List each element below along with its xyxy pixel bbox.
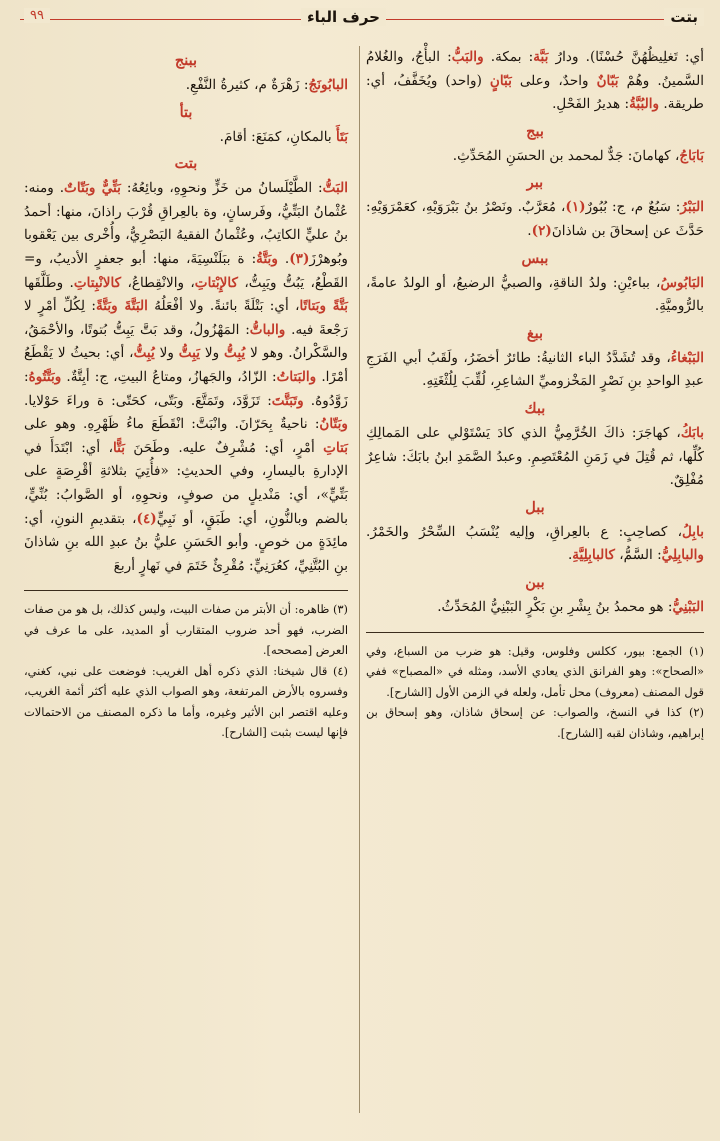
right-column <box>366 46 704 1141</box>
entry-text: واحدٌ، وعلى <box>511 72 597 89</box>
headword: (٣) <box>289 250 310 267</box>
headword: والبابِلِيُّ <box>661 547 704 564</box>
footnote: (٢) كذا في النسخ، والصواب: عن إسحاق شاذان، وهو إسحاق بن إبراهيم، وشاذان لقبه [الشارح]. <box>366 705 704 740</box>
headword: البابُونَجُ <box>308 77 348 93</box>
entry-text: : تَزَوَّدَ، وتَمَتَّعَ. وبَتّى، كحَتّى: ة وراءَ حَوْلايا. <box>24 392 272 409</box>
entry-text: ، أي: ابْتَدَأَ في الإدارةِ باليسارِ، وفي الحديثِ: «فأُتِيَ بثلاثةِ أقْرِصَةٍ على بَتِّيٍّ»، أي: مَنْديلٍ من صوفٍ، ونحوِهِ، أو الصَّوابُ: بُنِّيٍّ، بالضم وبالنُّونِ، أي: طَبَقٍ، أو نَبِيٍّ <box>24 439 348 527</box>
headword: والبَتاتُ <box>276 368 317 385</box>
headword: البَتُّ <box>322 180 348 197</box>
headword: بَابَاجُ <box>679 147 704 164</box>
root-heading: ببك <box>524 399 546 417</box>
entry-text: . <box>277 250 290 267</box>
dictionary-entry <box>366 46 704 117</box>
headword: بابِلُ <box>681 523 704 540</box>
entry-text: : سَبُعٌ م، ج: بُبُورٌ <box>585 199 681 216</box>
entry-text: : ناحيةٌ بِحَرّانَ. وانْبَتَّ: انْقَطَعَ ماءُ ظَهْرِهِ. وهو على <box>24 416 320 433</box>
dictionary-entry <box>366 196 704 243</box>
root-heading: بتت <box>174 155 198 173</box>
root-heading: ببج <box>526 122 544 140</box>
footnote: (٤) قال شيخنا: الذي ذكره أهل الغريب: فوضعت على نبي، كغني، وفسروه بالأرض المرتفعة، وهو الصواب الذي عليه أكثر أئمة الغريب، وعليه اقتصر ابن الأثير وغيره، وأما ما ذكره المصنف من الاحتمالات فإنها ليست بثبت [الشارح]. <box>24 663 348 740</box>
headword: البَتَّةَ وبَتَّةً <box>95 298 148 315</box>
entry-text: : المَهْزُولُ، وقد بَتَّ يَبِتُّ بُتوتًا، والأحْمَقُ، والسَّكْرانُ. وهو لا <box>24 321 348 362</box>
headword: (١) <box>565 199 586 216</box>
headword: البَابُوسُ <box>660 274 704 291</box>
entry-text: بالمكانِ، كمَنَعَ: أقامَ. <box>219 128 336 145</box>
entry-text: : السَّمُّ، <box>614 547 662 564</box>
dictionary-entry <box>366 145 704 169</box>
headword: وبَتَّتُوهُ <box>28 368 62 385</box>
entry-text: ، وقد تُشَدَّدُ الباء الثانيةُ: طائرٌ أخضَرُ، ولَقَبُ أبي الفَرَجِ عبدِ الواحدِ بنِ نَصْرٍ المَخْزوميِّ الشاعِرِ، لُقِّبَ لِلُثْغَتِهِ. <box>366 349 704 390</box>
headword: والباتُّ <box>249 321 286 338</box>
entry-text: ، مُعَرَّبٌ. ونَصْرُ بنُ بَبْرَوَيْهِ، كعَمْرَوَيْهِ: حَدَّثَ عن إسحاقَ بن شاذانَ <box>366 199 704 239</box>
entry-text: ، أي: بَتْلَةً بائنةً. ولا أفْعَلُهُ <box>147 298 300 315</box>
entry-text: : بمكة. <box>483 49 534 65</box>
entry-text: ، كصاحِبٍ: ع بالعِراقِ، وإليه يُنْسَبُ السِّحْرُ والخَمْرُ. <box>366 523 682 540</box>
root-heading: ببر <box>526 174 544 192</box>
entry-text: ، كهامانَ: جَدٌّ لمحمد بن الحسَنِ المُحَدِّثِ. <box>452 147 680 164</box>
entry-text: ، بباءيْنِ: ولدُ الناقةِ، والصبيُّ الرضيعُ، أو الولدُ عامةً، بالرُّوميَّةِ. <box>366 274 704 315</box>
dictionary-entry <box>366 272 704 319</box>
root-heading: بتأ <box>179 103 193 121</box>
headword: البَبْرُ <box>680 199 704 216</box>
headword: والبُبَّةُ <box>629 96 660 113</box>
headword: بَبَّة <box>533 49 549 65</box>
entry-text: : هو محمدُ بنُ بِشْرِ بنِ بَكْرٍ البَبْنِيُّ المُحَدِّثُ. <box>437 598 673 615</box>
dictionary-entry <box>366 521 704 568</box>
footnote-rule <box>366 632 704 633</box>
entry-text: ولا <box>154 345 179 362</box>
headword: والبَبُّ <box>451 49 484 65</box>
entry-text: : هديرُ الفَحْلِ. <box>552 96 630 113</box>
headword: بَبّانٌ <box>596 72 619 89</box>
headword: (٤) <box>136 510 157 527</box>
headword: يَبِتُّ <box>178 345 201 362</box>
headword: وبَتَّةُ <box>256 250 278 267</box>
headword: البَبْغاءُ <box>670 349 704 366</box>
entry-text: : الطَّيْلَسانُ من خَزٍّ ونحوِهِ، وبائِعُهُ: <box>120 180 323 197</box>
entry-text: : لِكُلِّ أمْرٍ لا رَجْعةَ فيه. <box>24 298 348 338</box>
entry-text: : ة ببَلَنْسِيَةَ، منها: أبو جعفرٍ الأديبُ، و= القَطْعُ، يَبُتُّ ويَبِتُّ، <box>24 250 349 291</box>
entry-text: أمْرٍ، أي: مُشْرِفٌ عليه. وطَحَنَ <box>125 439 324 456</box>
entry-text: ولا <box>200 345 225 362</box>
headword: بَتِّيٌّ وبَتّاتٌ <box>64 180 121 197</box>
dictionary-entry <box>366 596 704 620</box>
headword: وتَبَتَّتَ <box>271 392 304 409</box>
page-header <box>20 6 704 32</box>
header-root-word: بتت <box>664 8 704 26</box>
root-heading: ببن <box>525 573 545 591</box>
root-heading: ببغ <box>526 324 544 342</box>
headword: يُبِتُّ <box>224 345 246 362</box>
dictionary-entry <box>24 74 348 98</box>
headword: يُبِتُّ <box>133 345 155 362</box>
dictionary-entry <box>366 347 704 394</box>
headword: كالبابِلِيَّةِ <box>572 547 615 564</box>
entry-text: : زَوَّدُوهُ. <box>24 368 348 409</box>
headword: وبَتّانُ <box>319 416 348 433</box>
entry-text: ، كهاجَرَ: ذاكَ الخُرَّمِيُّ الذي كادَ يَسْتَوْلي على المَمالِكِ كُلِّها، ثم قُتِلَ في زَمَنِ المُعْتَصِمِ. وعبدُ الصَّمَدِ ابنُ بابَكَ: شاعِرٌ مُفْلِقٌ. <box>366 424 704 489</box>
left-column <box>24 46 348 1141</box>
entry-text: ، والانْقِطاعُ، <box>121 274 195 291</box>
dictionary-entry <box>24 126 348 150</box>
column-divider <box>359 46 360 1113</box>
root-heading: ببنج <box>174 52 198 69</box>
headword: بابَكُ <box>680 424 704 441</box>
headword: كالانْبِتاتِ <box>73 274 122 291</box>
headword: كالإِبْتاتِ <box>194 274 238 291</box>
headword: بَتًّا <box>112 439 126 456</box>
entry-text: أي: تَغلِيظُهُنَّ حُسْنًا). ودارُ <box>548 49 704 65</box>
entry-text: : زَهْرَةٌ م، كثيرةُ النَّفْعِ. <box>185 77 309 93</box>
headword: بَتاتِ <box>323 439 348 456</box>
entry-text: ، أي: بحيثُ لا يَقْطَعُ أمْرًا. <box>24 345 348 385</box>
entry-text: (واحد) ويُخَفَّفُ، أي: طريقة. <box>366 72 704 113</box>
headword: البَبْنِيُّ <box>672 598 704 615</box>
headword: بَتَأَ <box>335 128 348 145</box>
root-heading: ببل <box>525 498 545 516</box>
entry-text: . <box>527 222 532 239</box>
entry-text: : البأْجُ، والغُلامُ السَّمينُ. وهُمْ <box>366 49 704 89</box>
entry-text: : الزّادُ، والجَهازُ، ومتاعُ البيتِ، ج: أبِتَّةٌ. <box>61 368 277 385</box>
root-heading: ببس <box>521 249 549 267</box>
footnote: (١) الجمع: بيور، ككلس وفلوس، وقيل: هو ضرب من السباع، وفي «الصحاح»: وهو الفرانق الذي يعادي الأسد، ومثله في «المصباح» ففي قول المصنف (معروف) محل تأمل، ولعله في الزمن الأول [الشارح]. <box>366 643 704 699</box>
headword: (٢) <box>531 222 552 239</box>
page-number: ٩٩ <box>24 8 50 23</box>
dictionary-entry <box>366 422 704 493</box>
entry-text: . وطَلَّقَها <box>24 274 74 291</box>
footnote-rule <box>24 590 348 591</box>
footnote: (٣) ظاهره: أن الأبتر من صفات البيت، وليس كذلك، بل هو من صفات الضرب، فهو أحد ضروب المتقارب أو المديد، على ما عرف في العرض [مصححه]. <box>24 602 348 658</box>
entry-text: . ومنه: عُثْمانُ البَتِّيُّ، وفَرسانٍ، وة بالعِراقِ قُرْبَ راذانَ، منها: أحمدُ بنُ عليٍّ الكاتِبُ، وعُثْمانُ الفقيهُ البَصْرِيُّ، وأُخْرى بين يَعْقوبا وبُوهرْزَ <box>24 180 348 267</box>
dictionary-entry <box>24 177 348 578</box>
headword: بَبّانٍ <box>489 72 512 89</box>
headword: بَتَّةً وبَتاتًا <box>299 298 348 315</box>
entry-text: ، بتقديمِ النونِ، أي: مائِدَةٍ من خوصٍ. وأبو الحَسَنِ عليُّ بنُ عبدِ الله بنِ شاذانَ بنِ البُتَّنِيِّ، كعُرَنِيٍّ: مُقْرِئٌ خَتَمَ في نَهارٍ أربعَ <box>24 510 349 574</box>
entry-text: . <box>567 547 573 564</box>
header-chapter-title: حرف الباء <box>301 8 386 26</box>
